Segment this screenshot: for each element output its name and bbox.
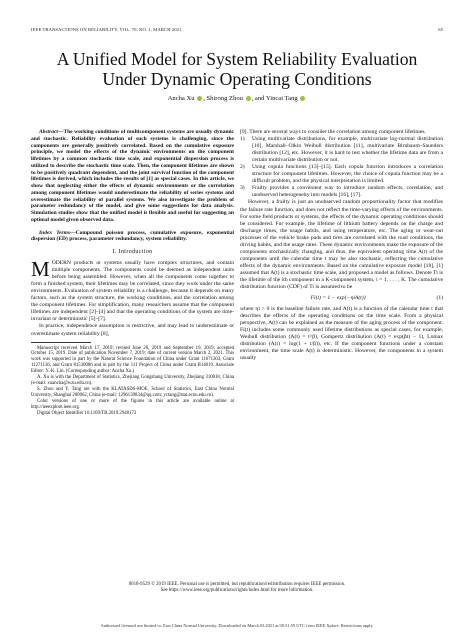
footnote-manuscript: Manuscript received March 17, 2019; revised June 26, 2019 and September 19, 2019; accepted October 15, 2019. Date of publication November 7, 2019; date of current version March 2, 2021. This work was supported in part by the Natural Science Foundation of China under Grant 11671303, Grant 11271136, and Grant 81530086 and in part by the 111 Project of China under Grant B14019. Associate Editor: Y.-K. Lin. (Corresponding author: Ancha Xu.) (31, 345, 234, 375)
footnote-color-versions: Color versions of one or more of the figures in this article are available online at http://ieeexplore.ieee.org. (31, 398, 234, 410)
abstract-text: —The working conditions of multicomponent systems are usually dynamic and stochastic. Reliability evaluation of such systems is challenging, since the components are generally positively correlated. Based on the cumulative exposure principle, we model the effects of the dynamic environments on the component lifetimes by a common stochastic time scale, and exponential dispersion process is utilized to describe the stochastic time scale. Then, the component lifetimes are shown to be positively quadrant dependent, and the joint survival function of the component lifetimes is derived, which includes the results of [1] as special cases. In this article, we show that neglecting either the effects of dynamic environments or the correlation among component lifetimes would underestimate the reliability of series systems and overestimate the reliability of parallel systems. We also investigate the problem of parameter redundancy of the model, and give some suggestions for data analysis. Simulation studies show that the unified model is flexible and useful for suggesting an optimal model given observed data. (31, 129, 234, 223)
right-paragraph-top: [9]. There are several ways to consider the correlation among component lifetimes. (240, 129, 426, 135)
paper-title (20, 49, 454, 89)
list-item-number: 1) (240, 136, 245, 143)
section-heading: I. Introduction (112, 249, 153, 255)
list-item-number: 2) (240, 164, 245, 171)
footnote-affiliation-1: A. Xu is with the Department of Statistics, Zhejiang Gongshang University, Zhejiang 310018, China (e-mail: xuancha@wzu.edu.cn). (31, 375, 234, 386)
license-footer: Authorized licensed use limited to: East China Normal University. Downloaded on March 03,2021 at 00:51:59 UTC from IEEE Xplore. Restrictions apply. (100, 623, 374, 628)
copyright-line-1: 0018-9529 © 2019 IEEE. Personal use is permitted, but republication/redistribution requires IEEE permission. (128, 582, 346, 587)
footnote-affiliation-2: S. Zhou and Y. Tang are with the KLATASDS-MOE, School of Statistics, East China Normal University, Shanghai 200062, China (e-mail: 1296139834@qq.com; yctang@stat.ecnu.edu.cn). (31, 386, 234, 398)
copyright-notice (20, 582, 454, 595)
left-column (31, 129, 234, 416)
author-3: Yincai Tang (265, 95, 298, 102)
equation-1 (240, 295, 443, 302)
list-item-text: Frailty provides a convenient way to introduce random effects, correlation, and unobserved heterogeneity into models [16], [17]. (252, 185, 443, 199)
orcid-icon[interactable] (197, 96, 202, 101)
page-number: 65 (438, 27, 443, 32)
index-terms-text: —Compound poisson process, cumulative exposure, exponential dispersion (ED) process, parameter redundancy, system reliability. (31, 229, 234, 243)
method-list (240, 136, 443, 199)
list-item (240, 164, 443, 185)
journal-header: IEEE TRANSACTIONS ON RELIABILITY, VOL. 70, NO. 1, MARCH 2021 (31, 27, 182, 32)
abstract (31, 129, 234, 224)
right-column (240, 129, 443, 363)
orcid-icon[interactable] (300, 96, 305, 101)
list-item-text: Using copula functions [13]–[15]. Each copula function introduces a correlation structure for component lifetimes. However, the choice of copula function may be a difficult problem, and the physical interpretation is limited. (252, 164, 443, 185)
drop-cap: M (31, 257, 50, 282)
footnote-doi[interactable]: Digital Object Identifier 10.1109/TR.2019.2948173 (37, 410, 137, 416)
intro-paragraph-2: In practice, independence assumption is restrictive, and may lead to underestimate or overestimate system reliability [8], (31, 323, 234, 337)
author-1: Ancha Xu (167, 95, 195, 102)
index-terms (31, 230, 234, 244)
intro-paragraph-1-text: ODERN products or systems usually have complex structures, and contain multiple components. The components could be deemed as independent units before being assembled. However, when all the components come together to form a finished system, their lifetimes may be correlated, since they work under the same environments. Evaluation of system reliability is a challenge, because it depends on many factors, such as the system structure, the working conditions, and the correlation among the component lifetimes. For simplification, many researchers assume that the component lifetimes are independent [2]–[4] and that the operating conditions of the system are time-invariant or deterministic [5]–[7]. (31, 260, 234, 323)
author-separator: , (203, 95, 207, 102)
list-item (240, 185, 443, 199)
copyright-line-2[interactable]: See https://www.ieee.org/publications/rights/index.html for more information. (160, 588, 314, 594)
index-terms-label: Index Terms (39, 229, 71, 236)
orcid-icon[interactable] (246, 96, 251, 101)
equation-body: Fi(t) = 1 − exp{−ηiA(t)} (310, 295, 366, 302)
abstract-label: Abstract (39, 129, 58, 135)
footnote-divider (31, 342, 91, 343)
title-line-1: A Unified Model for System Reliability Evaluation (56, 49, 418, 69)
list-item-text: Using multivariate distributions, for example, multivariate log-normal distribution [10], Marshall–Olkin Weibull distribution [11], multivariate Birnbaum–Saunders distribution [12], etc. However, it is hard to test whether the lifetime data are from a certain multivariate distribution or not. (252, 136, 443, 164)
equation-number: (1) (436, 295, 443, 302)
author-list (20, 95, 454, 102)
right-paragraph-3: where ηi > 0 is the baseline failure rate, and A(t) is a function of the calendar time t that describes the effects of the operating conditions on the time scale. From a physical perspective, A(t) can be explained as the measure of the aging process of the component. Fi(t) includes some commonly used lifetime distributions as special cases, for example, Weibull distribution (A(t) = t^β), Gompertz distribution (A(t) = exp(βt) − 1), Lomax distribution (A(t) = log(1 + t/β)), etc. If the component functions under a constant environment, the time scale A(t) is deterministic. However, the components in a system usually (240, 306, 443, 362)
title-line-2: Under Dynamic Operating Conditions (102, 69, 372, 89)
right-paragraph-2: However, a frailty is just an unobserved random proportionality factor that modifies the failure rate function, and does not reflect the time-varying effects of the environments. For some field products or systems, the effects of the dynamic operating conditions should be considered. For example, the lifetime of lithium battery depends on the charge and discharge times, the usage habits, and using temperature, etc. The aging or wear-out processes of the vehicle brake pads and tires are correlated with the road conditions, the driving habits, and the usage rates. These dynamic environments make the exposure of the components stochastically changing, and thus, the equivalent operating time A(t) of the components until the calendar time t may be also stochastic, reflecting the cumulative effects of the dynamic environments. Based on the cumulative exposure model [18], [1] assumed that A(t) is a stochastic time scale, and proposed a model as follows. Denote Ti is the lifetime of the ith component in a K-component system, i = 1, . . . , K. The cumulative distribution function (CDF) of Ti is assumed to be (240, 199, 443, 291)
list-item (240, 136, 443, 164)
intro-paragraph-1 (31, 257, 234, 323)
list-item-number: 3) (240, 185, 245, 192)
author-separator: , and (251, 95, 266, 102)
author-2: Shirong Zhou (206, 95, 243, 102)
